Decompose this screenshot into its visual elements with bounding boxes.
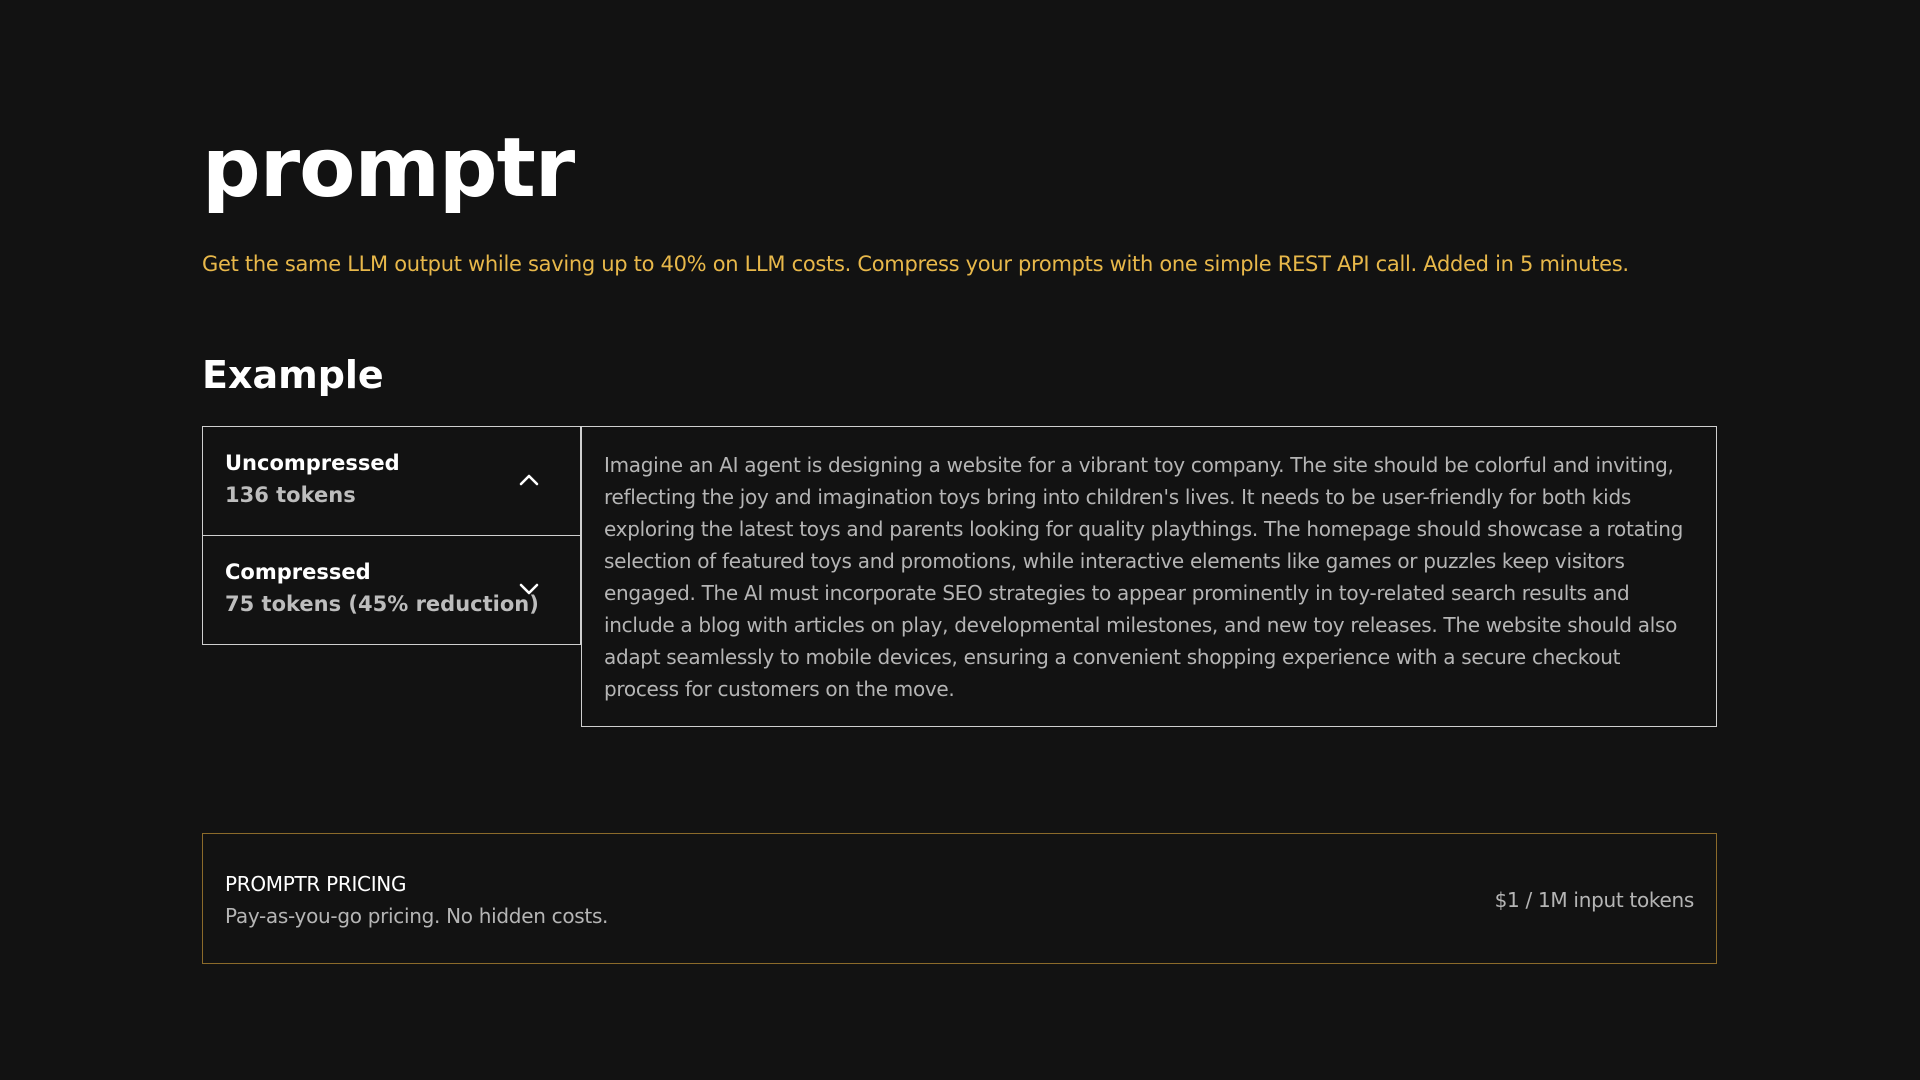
chevron-up-icon[interactable]: [518, 469, 540, 491]
example-prompt-text: Imagine an AI agent is designing a website for a vibrant toy company. The site should be colorful and inviting, reflecting the joy and imagination toys bring into children's lives. It needs to be user-friendly for both kids exploring the latest toys and parents looking for quality playthings. The homepage should showcase a rotating selection of featured toys and promotions, while interactive elements like games or puzzles keep visitors engaged. The AI must incorporate SEO strategies to appear prominently in toy-related search results and include a blog with articles on play, developmental milestones, and new toy releases. The website should also adapt seamlessly to mobile devices, ensuring a convenient shopping experience with a secure checkout process for customers on the move.: [604, 453, 1684, 701]
pricing-subtitle: Pay-as-you-go pricing. No hidden costs.: [225, 904, 609, 928]
example-section-title: Example: [202, 353, 384, 397]
tab-uncompressed[interactable]: [202, 426, 581, 536]
tagline: Get the same LLM output while saving up to 40% on LLM costs. Compress your prompts with one simple REST API call. Added in 5 minutes.: [202, 252, 1629, 276]
chevron-down-icon[interactable]: [518, 578, 540, 600]
pricing-title: PROMPTR PRICING: [225, 872, 407, 896]
example-content-box: [581, 426, 1717, 727]
pricing-card: [202, 833, 1717, 964]
tab-compressed-label: Compressed: [225, 560, 371, 584]
tab-uncompressed-tokens: 136 tokens: [225, 483, 356, 507]
example-panel: [202, 426, 1717, 727]
tab-uncompressed-label: Uncompressed: [225, 451, 400, 475]
tab-compressed-tokens: 75 tokens (45% reduction): [225, 592, 539, 616]
pricing-price: $1 / 1M input tokens: [1494, 888, 1694, 912]
tab-compressed[interactable]: [202, 535, 581, 645]
brand-title: promptr: [202, 121, 575, 216]
